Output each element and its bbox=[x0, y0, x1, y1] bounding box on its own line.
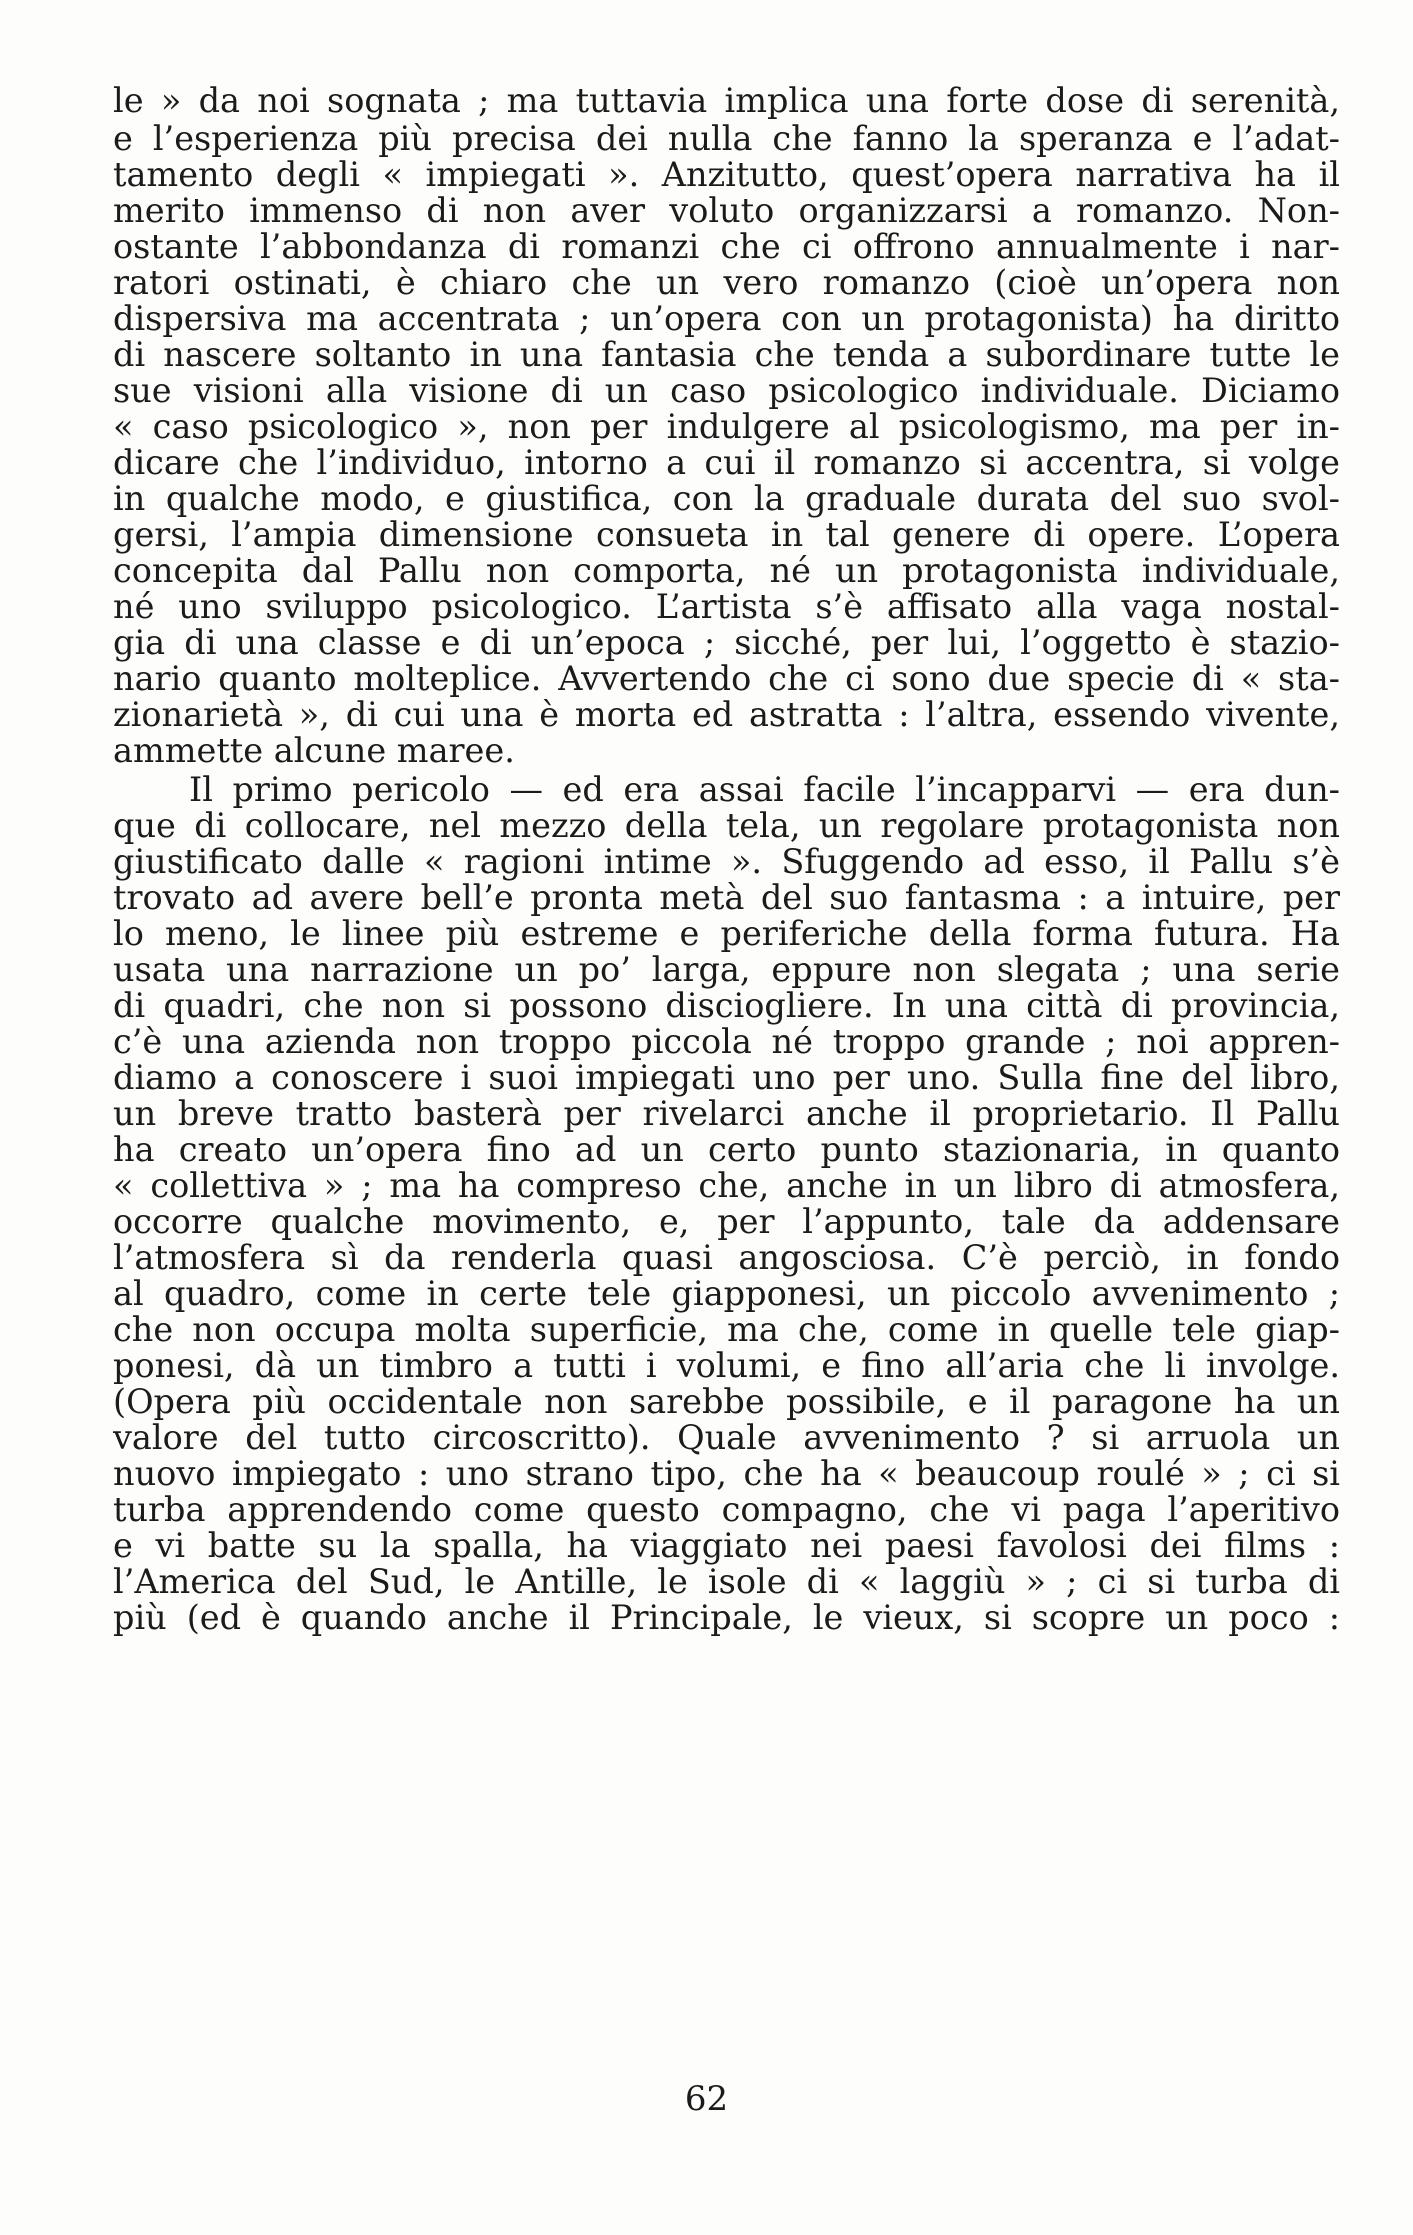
text-line: trovato ad avere bell’e pronta metà del suo fantasma : a intuire, per bbox=[113, 878, 1340, 917]
text-line: più (ed è quando anche il Principale, le vieux, si scopre un poco : bbox=[113, 1598, 1340, 1637]
text-line: e l’esperienza più precisa dei nulla che fanno la speranza e l’adat- bbox=[113, 119, 1340, 158]
text-line: gersi, l’ampia dimensione consueta in tal genere di opere. L’opera bbox=[113, 515, 1340, 554]
text-line: occorre qualche movimento, e, per l’appunto, tale da addensare bbox=[113, 1202, 1340, 1241]
text-line: c’è una azienda non troppo piccola né troppo grande ; noi appren- bbox=[113, 1022, 1340, 1061]
text-line: lo meno, le linee più estreme e periferiche della forma futura. Ha bbox=[113, 914, 1340, 953]
text-line: di nascere soltanto in una fantasia che tenda a subordinare tutte le bbox=[113, 335, 1340, 374]
text-line: le » da noi sognata ; ma tuttavia implica una forte dose di serenità, bbox=[113, 81, 1340, 120]
text-line: gia di una classe e di un’epoca ; sicché, per lui, l’oggetto è stazio- bbox=[113, 623, 1340, 662]
text-line: Il primo pericolo — ed era assai facile l’incapparvi — era dun- bbox=[189, 770, 1340, 809]
text-line: ostante l’abbondanza di romanzi che ci offrono annualmente i nar- bbox=[113, 227, 1340, 266]
text-line: ammette alcune maree. bbox=[113, 731, 515, 770]
text-line: né uno sviluppo psicologico. L’artista s’è affisato alla vaga nostal- bbox=[113, 587, 1340, 626]
text-line: giustificato dalle « ragioni intime ». Sfuggendo ad esso, il Pallu s’è bbox=[113, 842, 1340, 881]
text-line: nario quanto molteplice. Avvertendo che ci sono due specie di « sta- bbox=[113, 659, 1340, 698]
text-line: ha creato un’opera fino ad un certo punto stazionaria, in quanto bbox=[113, 1130, 1340, 1169]
text-line: ponesi, dà un timbro a tutti i volumi, e fino all’aria che li involge. bbox=[113, 1346, 1340, 1385]
text-line: dicare che l’individuo, intorno a cui il romanzo si accentra, si volge bbox=[113, 443, 1340, 482]
text-line: turba apprendendo come questo compagno, che vi paga l’aperitivo bbox=[113, 1490, 1340, 1529]
text-line: ratori ostinati, è chiaro che un vero romanzo (cioè un’opera non bbox=[113, 263, 1340, 302]
text-line: nuovo impiegato : uno strano tipo, che ha « beaucoup roulé » ; ci si bbox=[113, 1454, 1340, 1493]
text-line: diamo a conoscere i suoi impiegati uno per uno. Sulla fine del libro, bbox=[113, 1058, 1340, 1097]
text-line: e vi batte su la spalla, ha viaggiato nei paesi favolosi dei films : bbox=[113, 1526, 1340, 1565]
page-number: 62 bbox=[684, 2079, 729, 2119]
text-line: que di collocare, nel mezzo della tela, un regolare protagonista non bbox=[113, 806, 1340, 845]
text-line: un breve tratto basterà per rivelarci anche il proprietario. Il Pallu bbox=[113, 1094, 1340, 1133]
text-line: merito immenso di non aver voluto organizzarsi a romanzo. Non- bbox=[113, 191, 1340, 230]
text-line: dispersiva ma accentrata ; un’opera con un protagonista) ha diritto bbox=[113, 299, 1340, 338]
text-line: concepita dal Pallu non comporta, né un protagonista individuale, bbox=[113, 551, 1340, 590]
text-line: al quadro, come in certe tele giapponesi, un piccolo avvenimento ; bbox=[113, 1274, 1340, 1313]
text-line: in qualche modo, e giustifica, con la graduale durata del suo svol- bbox=[113, 479, 1340, 518]
text-line: tamento degli « impiegati ». Anzitutto, quest’opera narrativa ha il bbox=[113, 155, 1340, 194]
text-line: zionarietà », di cui una è morta ed astratta : l’altra, essendo vivente, bbox=[113, 695, 1340, 734]
text-line: di quadri, che non si possono disciogliere. In una città di provincia, bbox=[113, 986, 1340, 1025]
text-line: (Opera più occidentale non sarebbe possibile, e il paragone ha un bbox=[113, 1382, 1340, 1421]
text-line: « caso psicologico », non per indulgere al psicologismo, ma per in- bbox=[113, 407, 1340, 446]
text-line: l’atmosfera sì da renderla quasi angosciosa. C’è perciò, in fondo bbox=[113, 1238, 1340, 1277]
text-line: sue visioni alla visione di un caso psicologico individuale. Diciamo bbox=[113, 371, 1340, 410]
text-line: l’America del Sud, le Antille, le isole di « laggiù » ; ci si turba di bbox=[113, 1562, 1340, 1601]
text-line: che non occupa molta superficie, ma che, come in quelle tele giap- bbox=[113, 1310, 1340, 1349]
text-line: usata una narrazione un po’ larga, eppure non slegata ; una serie bbox=[113, 950, 1340, 989]
text-line: « collettiva » ; ma ha compreso che, anche in un libro di atmosfera, bbox=[113, 1166, 1340, 1205]
text-line: valore del tutto circoscritto). Quale avvenimento ? si arruola un bbox=[113, 1418, 1340, 1457]
